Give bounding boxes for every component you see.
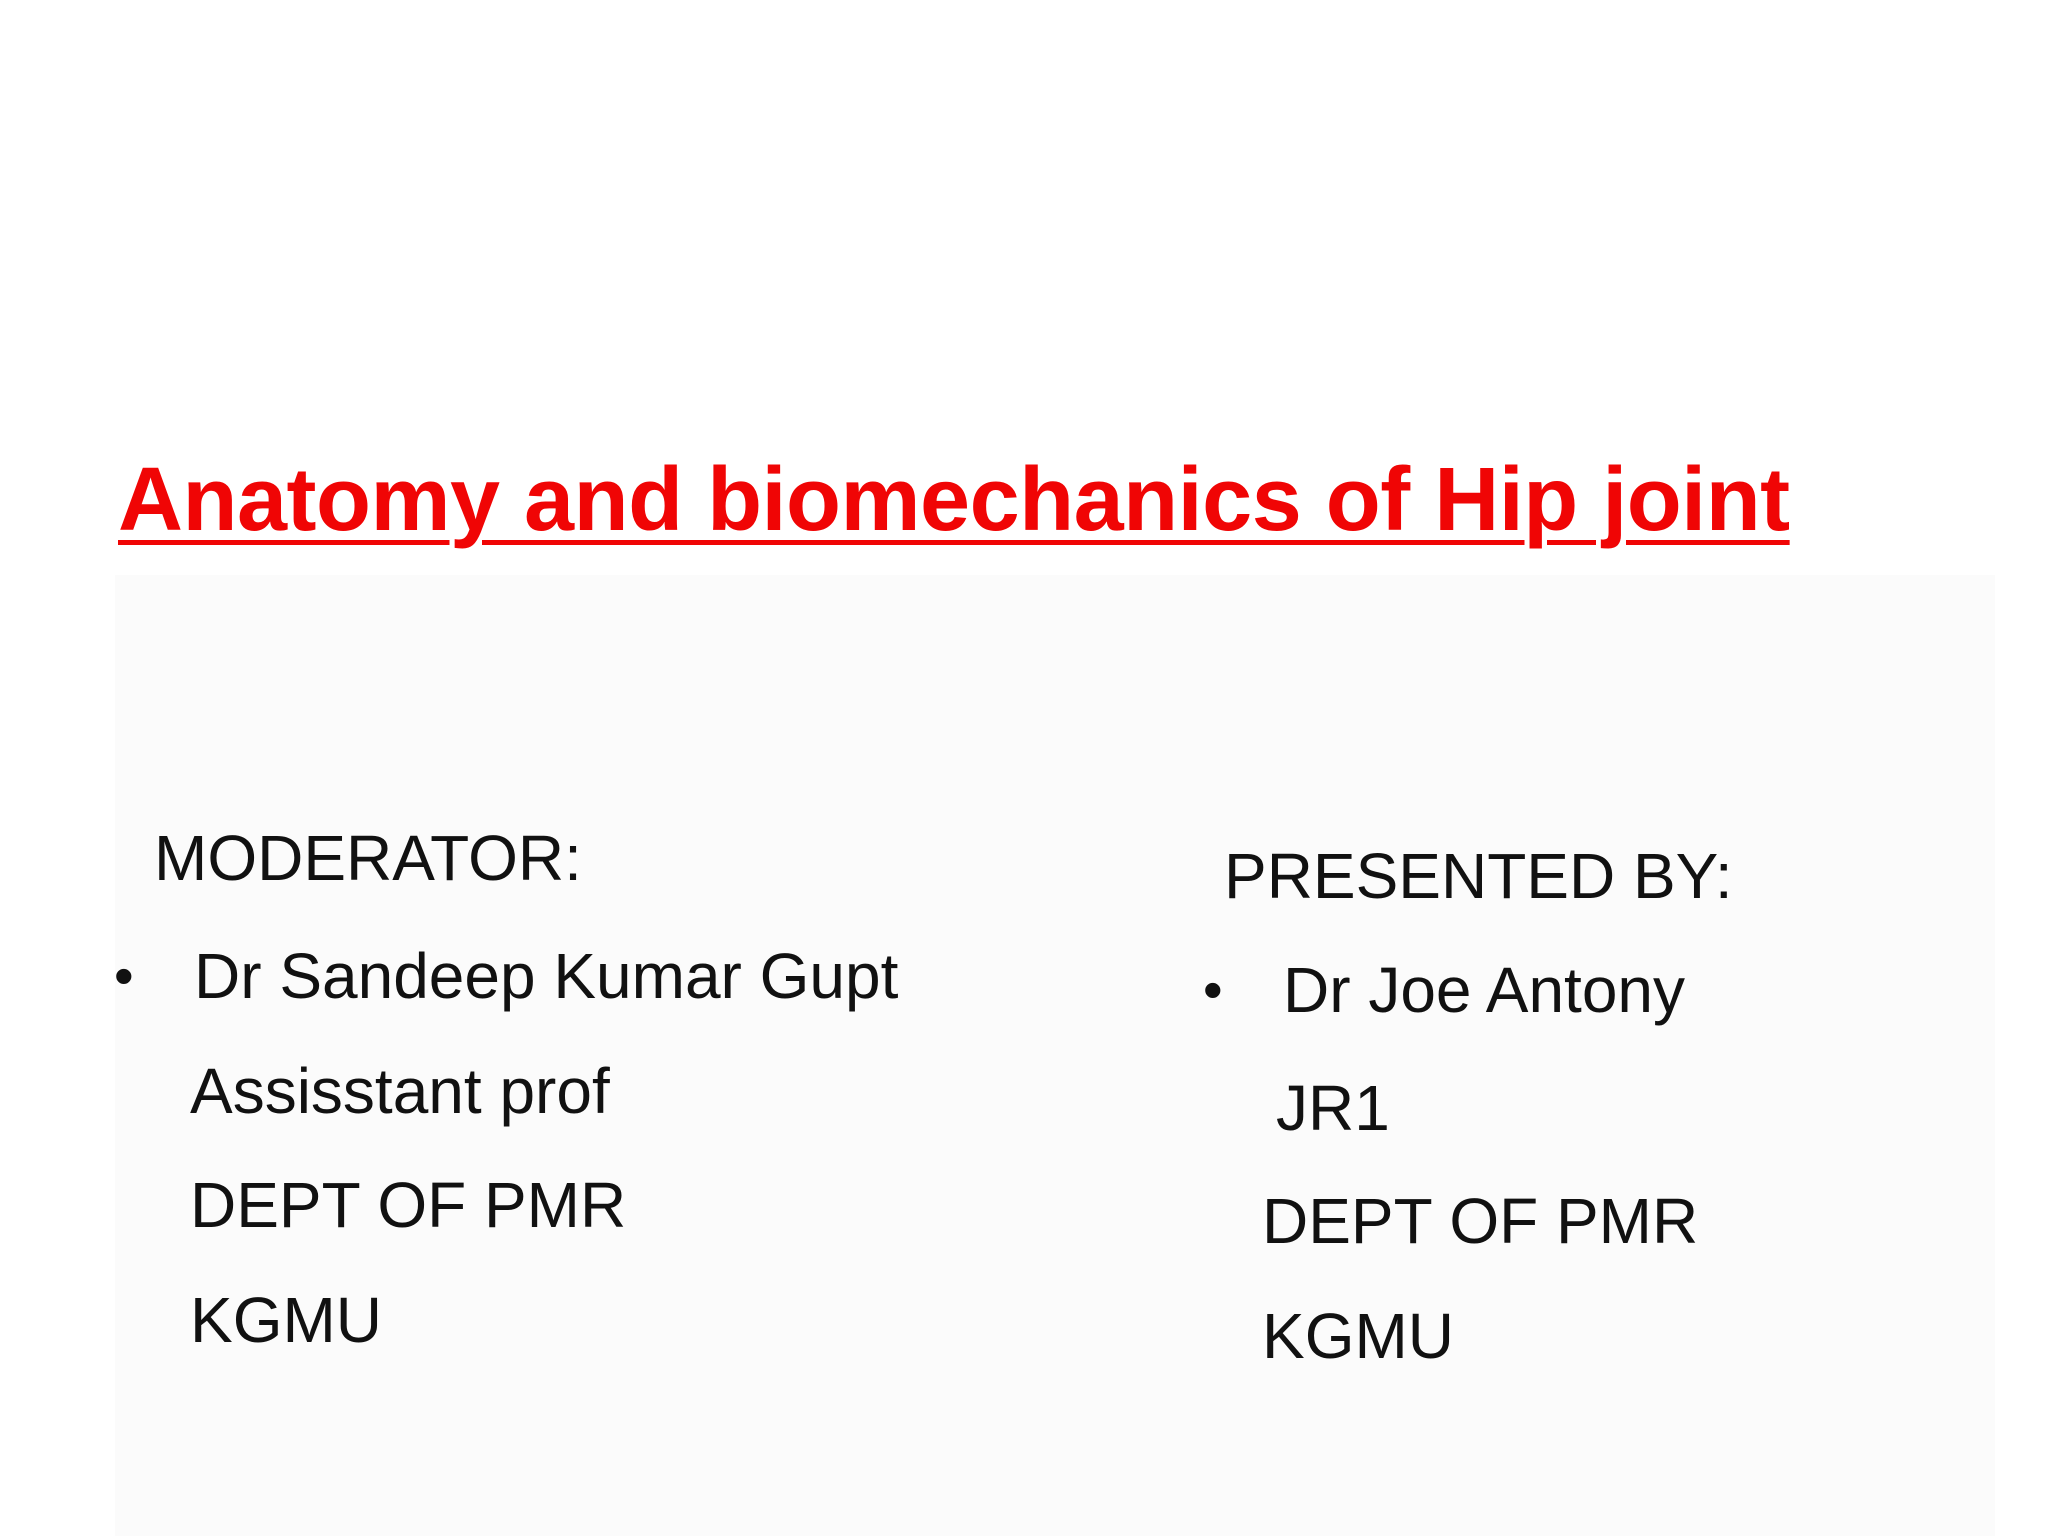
moderator-institution: KGMU [190,1284,382,1356]
presenter-institution: KGMU [1262,1300,1454,1372]
presenter-bullet: • [1203,958,1223,1021]
presenter-department: DEPT OF PMR [1262,1185,1699,1257]
moderator-designation: Assisstant prof [190,1055,610,1127]
moderator-bullet: • [114,944,134,1007]
moderator-department: DEPT OF PMR [190,1169,627,1241]
moderator-name: Dr Sandeep Kumar Gupt [194,940,899,1012]
slide-title: Anatomy and biomechanics of Hip joint [118,450,1790,550]
moderator-heading: MODERATOR: [154,822,582,894]
presenter-name: Dr Joe Antony [1283,954,1685,1026]
presenter-designation: JR1 [1276,1072,1390,1144]
presenter-heading: PRESENTED BY: [1224,840,1733,912]
